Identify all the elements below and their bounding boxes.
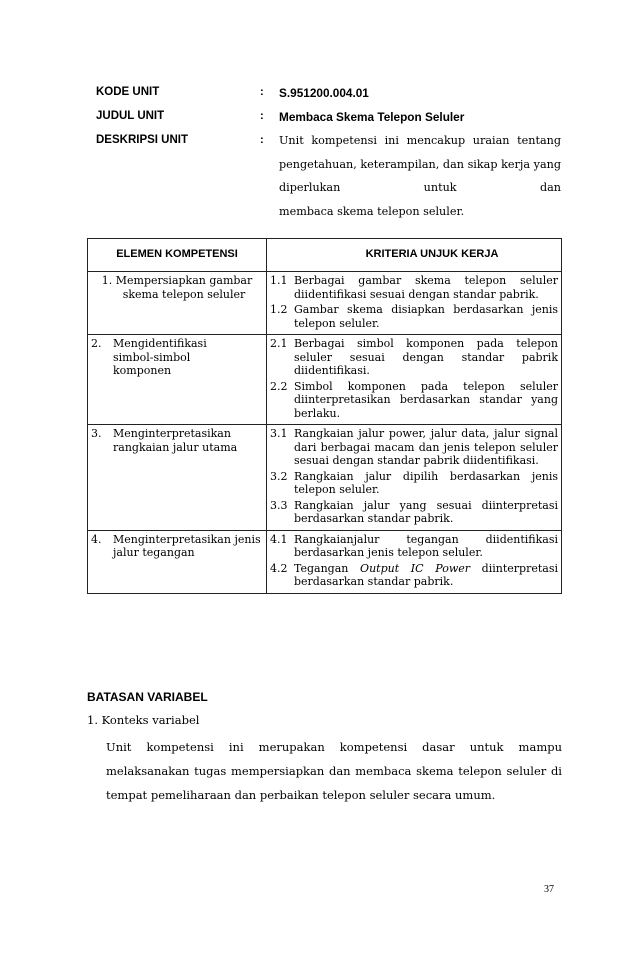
elemen-text (91, 274, 263, 301)
unit-desc-value (279, 129, 561, 223)
kriteria-text-italic: Output IC Power (360, 561, 470, 575)
kriteria-item (270, 470, 558, 497)
kriteria-text: Gambar skema disiapkan berdasarkan jenis telepon seluler. (294, 303, 558, 330)
colon: : (260, 134, 264, 146)
competency-table (87, 238, 562, 594)
unit-code-row (96, 86, 562, 110)
batasan-item-text: Unit kompetensi ini merupakan kompetensi dasar untuk mampu melaksanakan tugas mempersiapkan dan membaca skema telepon seluler di tempat pemeliharaan dan perbaikan telepon seluler secara umum. (106, 740, 562, 802)
kriteria-text: Rangkaian jalur power, jalur data, jalur signal dari berbagai macam dan jenis telepon seluler sesuai dengan standar pabrik diidentifikasi. (294, 427, 558, 467)
unit-desc-text: Unit kompetensi ini mencakup uraian tentang pengetahuan, keterampilan, dan sikap kerja yang diperlukan untuk dan (279, 134, 561, 194)
table-row (88, 530, 562, 593)
batasan-title: BATASAN VARIABEL (87, 690, 208, 704)
kriteria-number: 1.2 (270, 303, 288, 316)
kriteria-item (270, 562, 558, 589)
kriteria-text (294, 562, 558, 589)
kriteria-number: 1.1 (270, 274, 288, 287)
kriteria-item (270, 499, 558, 526)
elemen-cell (88, 272, 267, 335)
kriteria-item (270, 380, 558, 421)
elemen-cell (88, 530, 267, 593)
unit-code-value: S.951200.004.01 (279, 86, 369, 100)
kriteria-text: Rangkaian jalur dipilih berdasarkan jenis telepon seluler. (294, 469, 558, 496)
kriteria-number: 4.2 (270, 561, 288, 575)
header-kriteria: KRITERIA UNJUK KERJA (267, 239, 562, 272)
unit-title-label: JUDUL UNIT (96, 110, 165, 122)
kriteria-number: 3.2 (270, 469, 288, 483)
kriteria-number: 2.2 (270, 379, 288, 393)
unit-desc-text-last: membaca skema telepon seluler. (279, 204, 465, 218)
kriteria-text-part: Tegangan (294, 561, 361, 575)
kriteria-item (270, 274, 558, 301)
kriteria-text: Berbagai simbol komponen pada telepon seluler sesuai dengan standar pabrik diidentifikasi. (294, 337, 558, 377)
kriteria-cell (267, 335, 562, 425)
table-row (88, 425, 562, 531)
kriteria-item (270, 427, 558, 468)
elemen-cell (88, 425, 267, 531)
elemen-number: 3. (91, 427, 102, 440)
elemen-label: Menginterpretasikan rangkaian jalur utama (113, 427, 238, 454)
kriteria-text: Rangkaianjalur tegangan diidentifikasi berdasarkan jenis telepon seluler. (294, 532, 558, 559)
unit-info-block (96, 86, 562, 230)
kriteria-text-part: diinterpretasi berdasarkan standar pabrik. (294, 561, 558, 588)
kriteria-cell (267, 530, 562, 593)
kriteria-number: 3.3 (270, 498, 288, 512)
unit-title-value: Membaca Skema Telepon Seluler (279, 110, 465, 124)
table-row (88, 272, 562, 335)
header-elemen: ELEMEN KOMPETENSI (88, 239, 267, 272)
colon: : (260, 110, 264, 122)
unit-desc-label: DESKRIPSI UNIT (96, 134, 189, 146)
kriteria-number: 3.1 (270, 427, 288, 440)
table-row (88, 335, 562, 425)
elemen-label: Menginterpretasikan jenis jalur tegangan (113, 532, 261, 559)
unit-desc-row (96, 134, 562, 230)
kriteria-item (270, 533, 558, 560)
kriteria-item (270, 337, 558, 378)
kriteria-text: Berbagai gambar skema telepon seluler diidentifikasi sesuai dengan standar pabrik. (294, 274, 558, 301)
kriteria-text: Simbol komponen pada telepon seluler diinterpretasikan berdasarkan standar yang berlaku. (294, 379, 558, 420)
kriteria-number: 4.1 (270, 532, 288, 546)
elemen-label: Mempersiapkan gambar skema telepon seluler (115, 274, 253, 301)
kriteria-number: 2.1 (270, 337, 288, 350)
elemen-cell (88, 335, 267, 425)
elemen-label: Mengidentifikasi simbol-simbol komponen (113, 337, 207, 377)
kriteria-cell (267, 425, 562, 531)
page-number: 37 (544, 884, 554, 895)
batasan-item-label: 1. Konteks variabel (87, 713, 200, 727)
kriteria-item (270, 303, 558, 330)
kriteria-text: Rangkaian jalur yang sesuai diinterpretasi berdasarkan standar pabrik. (294, 498, 558, 525)
kriteria-cell (267, 272, 562, 335)
elemen-number: 4. (91, 532, 102, 546)
elemen-number: 1. (101, 274, 113, 287)
colon: : (260, 86, 264, 98)
elemen-number: 2. (91, 337, 102, 350)
unit-code-label: KODE UNIT (96, 86, 160, 98)
